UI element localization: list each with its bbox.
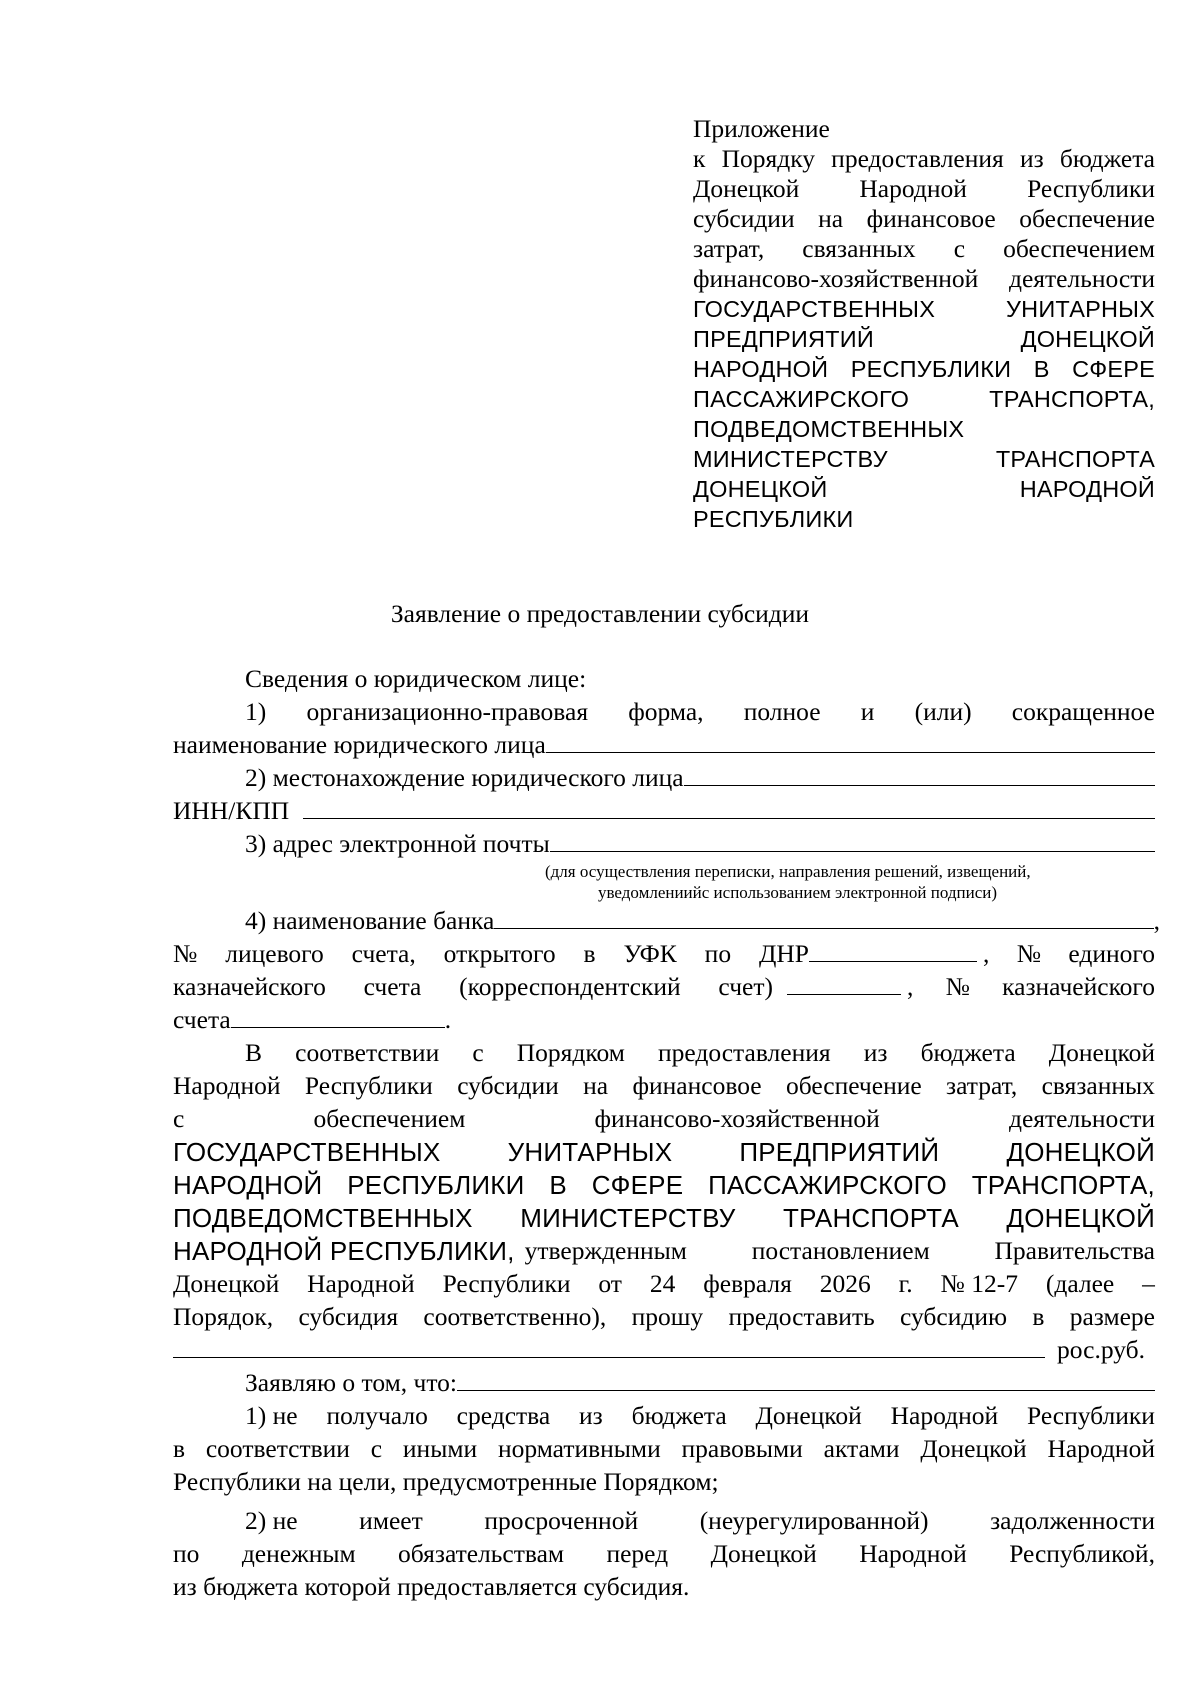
word: ПРЕДПРИЯТИЙ: [739, 1137, 940, 1167]
item1-line2: [173, 730, 1155, 760]
word: № 12-7: [940, 1269, 1018, 1298]
word: ДОНЕЦКОЙ: [693, 476, 828, 502]
word: ,: [907, 972, 914, 1001]
declare-line: [245, 1368, 1155, 1398]
word: №: [945, 972, 970, 1001]
word: лицевого: [225, 939, 324, 968]
word: счета,: [351, 939, 416, 968]
treasury-line-end: [901, 972, 1155, 1002]
word: Народной: [890, 1401, 999, 1430]
word: УФК: [623, 939, 677, 968]
item1-line1: [245, 697, 1155, 727]
treasury-line: [173, 972, 1155, 1002]
word: Народной: [859, 1539, 967, 1568]
item3-line: [245, 829, 1155, 859]
word: задолженности: [990, 1506, 1155, 1535]
location-field[interactable]: [684, 763, 1155, 786]
appendix-caps-line: [693, 444, 1155, 474]
word: РЕСПУБЛИКИ: [347, 1170, 525, 1200]
personal-account-field[interactable]: [809, 939, 977, 962]
declare-label: Заявляю о том, что:: [245, 1368, 457, 1397]
word: ПОДВЕДОМСТВЕННЫХ: [693, 416, 965, 442]
word: прошу: [631, 1302, 704, 1331]
word: (неурегулированной): [699, 1506, 929, 1535]
word: с: [953, 234, 966, 263]
word: №: [173, 939, 198, 968]
appendix-caps-line: [693, 414, 1155, 444]
treasury-account-label: счета: [173, 1005, 231, 1034]
appendix-caps-line: [693, 324, 1155, 354]
word: по: [704, 939, 732, 968]
word: бюджета: [920, 1038, 1016, 1067]
word: организационно-правовая: [306, 697, 589, 726]
word: НАРОДНОЙ: [173, 1170, 323, 1200]
word: В: [549, 1170, 567, 1200]
account-line: [173, 939, 1155, 969]
word: от: [598, 1269, 622, 1298]
word: Правительства: [994, 1236, 1155, 1265]
appendix-line: [693, 234, 1155, 264]
item2-line: [245, 763, 1155, 793]
word: затрат,: [946, 1071, 1018, 1100]
word: предоставления: [658, 1038, 831, 1067]
appendix-line: [693, 264, 1155, 294]
word: из: [1019, 144, 1044, 173]
body-caps-line: [173, 1170, 1155, 1200]
declaration-1-line: [173, 1434, 1155, 1464]
appendix-heading: Приложение: [693, 114, 830, 143]
word: единого: [1068, 939, 1155, 968]
bank-name-field[interactable]: [494, 906, 1153, 929]
email-note-line1: (для осуществления переписки, направления решений, извещений,: [545, 862, 1031, 881]
word: февраля: [703, 1269, 792, 1298]
word: Донецкой: [710, 1539, 817, 1568]
word: актами: [823, 1434, 900, 1463]
word: в: [1032, 1302, 1045, 1331]
word: субсидии: [457, 1071, 559, 1100]
word: 24: [649, 1269, 676, 1298]
body-line-7: [173, 1236, 1155, 1266]
treasury-account-line: [173, 1005, 1155, 1035]
body-line: [173, 1269, 1155, 1299]
item2-label: 2) местонахождение юридического лица: [245, 763, 684, 792]
word: Республикой,: [1009, 1539, 1155, 1568]
word: в: [173, 1434, 186, 1463]
body-line: [173, 1071, 1155, 1101]
treasury-line-start: [173, 972, 773, 1002]
word: Донецкой: [755, 1401, 862, 1430]
word: нормативными: [497, 1434, 661, 1463]
word: субсидия: [298, 1302, 399, 1331]
appendix-caps-line: [693, 474, 1155, 504]
word: сокращенное: [1011, 697, 1155, 726]
word: счета: [363, 972, 422, 1001]
word: Народной: [859, 174, 967, 203]
document-title: Заявление о предоставлении субсидии: [390, 599, 810, 628]
word: МИНИСТЕРСТВУ: [693, 446, 888, 472]
body-line-7-rest: [525, 1236, 1155, 1266]
declaration-1-end: Республики на цели, предусмотренные Порядком;: [173, 1467, 719, 1496]
word: затрат,: [693, 234, 765, 263]
word: имеет: [359, 1506, 423, 1535]
word: соответствии: [205, 1434, 350, 1463]
word: В: [1033, 356, 1050, 382]
word: ПРЕДПРИЯТИЙ: [693, 326, 874, 352]
appendix-caps-line: [693, 294, 1155, 324]
word: ПАССАЖИРСКОГО: [693, 386, 910, 412]
word: Донецкой: [920, 1434, 1027, 1463]
word: просроченной: [484, 1506, 639, 1535]
word: постановлением: [751, 1236, 930, 1265]
word: обеспечение: [785, 1071, 922, 1100]
word: денежным: [241, 1539, 356, 1568]
word: ДНР: [758, 939, 809, 968]
word: средства: [456, 1401, 551, 1430]
word: ПОДВЕДОМСТВЕННЫХ: [173, 1203, 473, 1233]
word: РЕСПУБЛИКИ: [850, 356, 1012, 382]
word: деятельности: [1009, 264, 1155, 293]
word: Народной: [1047, 1434, 1155, 1463]
body-caps-line: [173, 1137, 1155, 1167]
word: перед: [606, 1539, 669, 1568]
word: Порядок,: [173, 1302, 274, 1331]
item4-line: [245, 906, 1160, 936]
word: полное: [743, 697, 821, 726]
word: Республики: [1027, 1401, 1155, 1430]
word: ГОСУДАРСТВЕННЫХ: [693, 296, 936, 322]
body-line: [245, 1038, 1155, 1068]
word: Республики: [304, 1071, 433, 1100]
word: в: [583, 939, 596, 968]
account-line-start: [173, 939, 809, 969]
word: счет): [718, 972, 773, 1001]
word: НАРОДНОЙ: [693, 356, 829, 382]
word: ДОНЕЦКОЙ: [1020, 326, 1155, 352]
word: из: [863, 1038, 888, 1067]
word: форма,: [628, 697, 704, 726]
account-line-end: [977, 939, 1155, 969]
item4-label: 4) наименование банка: [245, 906, 495, 935]
word: на: [583, 1071, 609, 1100]
word: ГОСУДАРСТВЕННЫХ: [173, 1137, 441, 1167]
word: –: [1142, 1269, 1155, 1298]
inn-kpp-field[interactable]: [303, 796, 1155, 819]
word: 1): [245, 697, 267, 726]
body-line: [173, 1302, 1155, 1332]
word: получало: [326, 1401, 428, 1430]
word: Народной: [173, 1071, 281, 1100]
word: с: [173, 1104, 185, 1133]
word: ,: [983, 939, 990, 968]
word: СФЕРЕ: [591, 1170, 684, 1200]
currency-label: рос.руб.: [1056, 1335, 1145, 1364]
word: субсидию: [900, 1302, 1008, 1331]
word: (или): [914, 697, 972, 726]
word: на: [818, 204, 844, 233]
word: по: [173, 1539, 200, 1568]
word: УНИТАРНЫХ: [507, 1137, 673, 1167]
word: связанных: [802, 234, 916, 263]
word: обеспечение: [1019, 204, 1155, 233]
word: РЕСПУБЛИКИ: [693, 506, 854, 532]
word: соответственно),: [423, 1302, 607, 1331]
word: г.: [898, 1269, 913, 1298]
declaration-2-end: из бюджета которой предоставляется субсидия.: [173, 1572, 690, 1601]
word: размере: [1069, 1302, 1155, 1331]
word: связанных: [1041, 1071, 1155, 1100]
word: к: [693, 144, 706, 173]
word: 2) не: [245, 1506, 298, 1535]
word: обеспечением: [313, 1104, 466, 1133]
item4-comma: ,: [1153, 906, 1160, 935]
declaration-2-line: [173, 1539, 1155, 1569]
word: №: [1016, 939, 1042, 968]
subsidy-amount-field[interactable]: [173, 1335, 1045, 1358]
word: Донецкой: [173, 1269, 280, 1298]
word: В: [245, 1038, 263, 1067]
word: утвержденным: [524, 1236, 687, 1265]
appendix-block: [693, 114, 1155, 534]
appendix-line: [693, 144, 1155, 174]
word: 1) не: [245, 1401, 298, 1430]
word: Народной: [307, 1269, 415, 1298]
word: ТРАНСПОРТА,: [989, 386, 1155, 412]
word: ДОНЕЦКОЙ: [1006, 1137, 1155, 1167]
word: деятельности: [1008, 1104, 1155, 1133]
word: Республики: [442, 1269, 571, 1298]
word: финансово-хозяйственной: [693, 264, 979, 293]
body-line: [173, 1104, 1155, 1134]
word: иными: [402, 1434, 478, 1463]
appendix-line: [693, 204, 1155, 234]
word: бюджета: [631, 1401, 727, 1430]
word: Порядком: [516, 1038, 625, 1067]
word: финансовое: [632, 1071, 762, 1100]
body-caps-line: [173, 1203, 1155, 1233]
word: правовыми: [681, 1434, 803, 1463]
word: СФЕРЕ: [1072, 356, 1155, 382]
word: соответствии: [295, 1038, 440, 1067]
corr-account-field[interactable]: [787, 972, 901, 995]
body-caps-fragment: НАРОДНОЙ РЕСПУБЛИКИ,: [173, 1236, 515, 1266]
treasury-account-period: .: [444, 1005, 452, 1034]
inn-line: [173, 796, 1155, 826]
item1-label: наименование юридического лица: [173, 730, 546, 759]
word: предоставления: [831, 144, 1004, 173]
word: обеспечением: [1003, 234, 1155, 263]
declaration-1-line: [245, 1401, 1155, 1431]
word: казначейского: [1002, 972, 1155, 1001]
word: 2026: [819, 1269, 871, 1298]
appendix-caps-line: [693, 504, 1155, 534]
word: УНИТАРНЫХ: [1006, 296, 1155, 322]
word: НАРОДНОЙ: [1019, 476, 1155, 502]
appendix-line: [693, 174, 1155, 204]
word: обязательствам: [398, 1539, 565, 1568]
word: с: [370, 1434, 383, 1463]
word: Донецкой: [693, 174, 800, 203]
appendix-caps-line: [693, 354, 1155, 384]
word: Порядку: [721, 144, 815, 173]
word: и: [860, 697, 875, 726]
word: финансово-хозяйственной: [594, 1104, 880, 1133]
word: (далее: [1045, 1269, 1115, 1298]
form-intro: Сведения о юридическом лице:: [245, 664, 587, 693]
word: казначейского: [173, 972, 326, 1001]
declaration-2-line: [245, 1506, 1155, 1536]
word: ПАССАЖИРСКОГО: [708, 1170, 947, 1200]
email-note-line2: уведомлениийс использованием электронной подписи): [598, 883, 998, 902]
treasury-account-field[interactable]: [231, 1005, 445, 1028]
declare-field[interactable]: [457, 1368, 1155, 1391]
word: финансовое: [866, 204, 996, 233]
appendix-caps-line: [693, 384, 1155, 414]
word: предоставить: [728, 1302, 875, 1331]
word: из: [579, 1401, 603, 1430]
word: субсидии: [693, 204, 795, 233]
word: ДОНЕЦКОЙ: [1006, 1203, 1155, 1233]
word: ТРАНСПОРТА: [783, 1203, 959, 1233]
word: (корреспондентский: [459, 972, 681, 1001]
word: МИНИСТЕРСТВУ: [520, 1203, 736, 1233]
email-field[interactable]: [550, 829, 1155, 852]
word: Донецкой: [1048, 1038, 1155, 1067]
word: ТРАНСПОРТА: [995, 446, 1155, 472]
word: бюджета: [1059, 144, 1155, 173]
subsidy-amount-line: [173, 1335, 1155, 1365]
inn-label: ИНН/КПП: [173, 796, 290, 825]
item3-label: 3) адрес электронной почты: [245, 829, 550, 858]
org-name-field[interactable]: [546, 730, 1155, 753]
word: с: [472, 1038, 484, 1067]
word: открытого: [443, 939, 556, 968]
word: ТРАНСПОРТА,: [971, 1170, 1155, 1200]
word: Республики: [1027, 174, 1155, 203]
